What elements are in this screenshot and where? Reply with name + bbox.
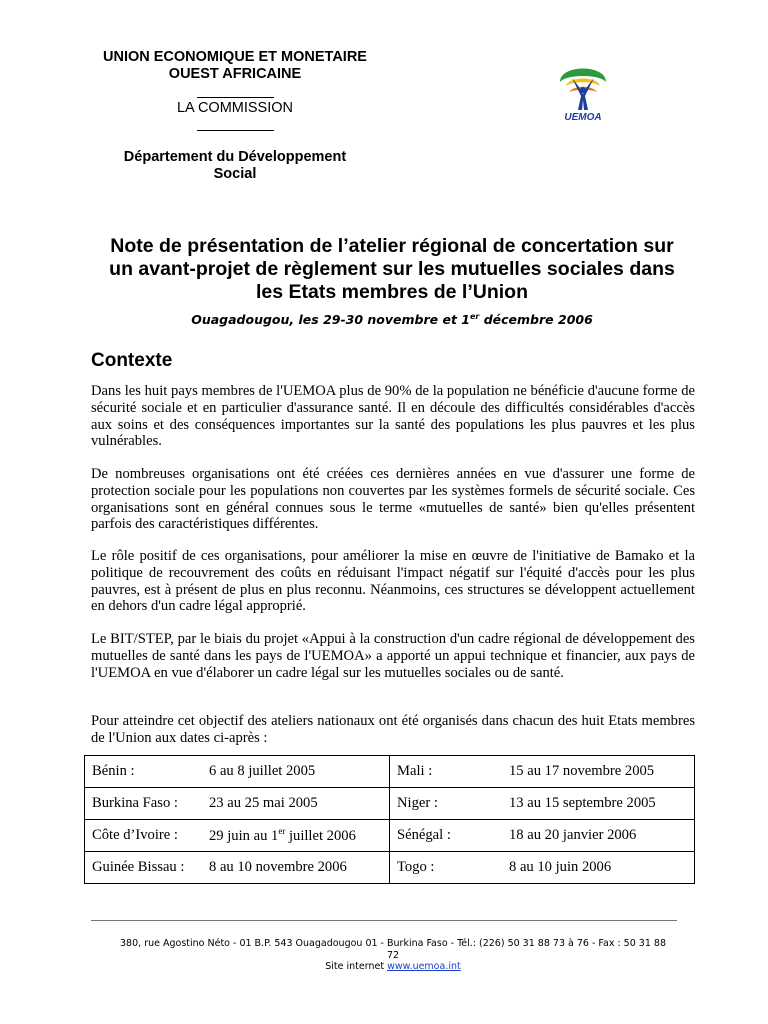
country-cell: Burkina Faso : [85,788,201,820]
logo-wordmark: UEMOA [564,112,602,123]
table-row [85,756,695,788]
org-name-line1: UNION ECONOMIQUE ET MONETAIRE [103,49,367,65]
location-date-sup: er [469,312,480,321]
date-text-end: juillet 2006 [285,827,356,844]
country-cell: Côte d’Ivoire : [85,820,201,852]
workshop-dates-table [84,755,695,884]
paragraph-2: De nombreuses organisations ont été créées ces dernières années en vue d'assurer une forme de protection sociale pour les populations non couvertes par les systèmes formels de sécurité sociale. Ces organisations sont en général connues sous le terme «mutuelles de santé» bien qu'elles présentent parfois des caractéristiques différentes. [91,466,695,533]
date-cell: 15 au 17 novembre 2005 [500,756,695,788]
date-sup: er [278,826,286,837]
paragraph-4: Le BIT/STEP, par le biais du projet «Appui à la construction d'un cadre régional de développement des mutuelles de santé dans les pays de l'UEMOA» a apporté un appui technique et financier, aux pays de l'UEMOA en vue d'élaborer un cadre légal sur les mutuelles sociales ou de santé. [91,631,695,681]
country-cell: Mali : [390,756,501,788]
header-divider-bottom [197,130,274,131]
department-line1: Département du Développement [123,149,347,165]
header-divider-top [197,97,274,98]
date-cell: 8 au 10 novembre 2006 [200,852,390,884]
location-date-text: Ouagadougou, les 29-30 novembre et 1 [191,312,470,328]
logo-yellow-arc [566,79,600,87]
footer-website [91,961,695,973]
location-date-text-end: décembre 2006 [479,312,593,328]
date-cell: 6 au 8 juillet 2005 [200,756,390,788]
table-row [85,852,695,884]
country-cell: Bénin : [85,756,201,788]
title-line1: Note de présentation de l’atelier régional de concertation sur [110,235,674,257]
location-date [80,312,704,327]
footer [91,938,695,973]
date-cell [200,820,390,852]
department-name [80,149,390,183]
table-row [85,820,695,852]
footer-divider [91,920,677,921]
paragraph-5: Pour atteindre cet objectif des ateliers nationaux ont été organisés dans chacun des huit Etats membres de l'Union aux dates ci-après : [91,713,695,746]
date-cell: 13 au 15 septembre 2005 [500,788,695,820]
country-cell: Niger : [390,788,501,820]
country-cell: Sénégal : [390,820,501,852]
paragraph-3: Le rôle positif de ces organisations, pour améliorer la mise en œuvre de l'initiative de Bamako et la politique de recouvrement des coûts en réduisant l'impact négatif sur l'équité d'accès pour les plus pauvres, est à présent de plus en plus reconnu. Néanmoins, ces structures se développent actuellement en dehors d'un cadre légal approprié. [91,548,695,615]
document-title [80,235,704,304]
website-link[interactable]: www.uemoa.int [387,961,461,972]
date-cell: 23 au 25 mai 2005 [200,788,390,820]
date-text: 29 juin au 1 [209,827,279,844]
paragraph-1: Dans les huit pays membres de l'UEMOA plus de 90% de la population ne bénéficie d'aucune forme de sécurité sociale et en particulier d'assurance santé. Il en découle des difficultés considérables d'accès aux soins et des conséquences importantes sur la santé des populations les plus pauvres et les plus vulnérables. [91,383,695,450]
department-line2: Social [213,166,257,182]
org-name [80,49,390,83]
logo-figure-body [572,78,594,110]
footer-address-line2: 72 [386,949,400,961]
section-heading: Contexte [91,350,173,371]
country-cell: Guinée Bissau : [85,852,201,884]
footer-address-line1: 380, rue Agostino Néto - 01 B.P. 543 Ouagadougou 01 - Burkina Faso - Tél.: (226) 50 31 88 73 à 76 - Fax : 50 31 88 [120,938,666,949]
date-cell: 18 au 20 janvier 2006 [500,820,695,852]
title-line3: les Etats membres de l’Union [255,281,528,303]
org-name-line2: OUEST AFRICAINE [168,66,302,82]
title-line2: un avant-projet de règlement sur les mutuelles sociales dans [109,258,675,280]
date-cell: 8 au 10 juin 2006 [500,852,695,884]
commission-label: LA COMMISSION [176,100,294,116]
uemoa-logo [552,52,614,124]
table-row [85,788,695,820]
country-cell: Togo : [390,852,501,884]
footer-site-label: Site internet [325,961,388,972]
